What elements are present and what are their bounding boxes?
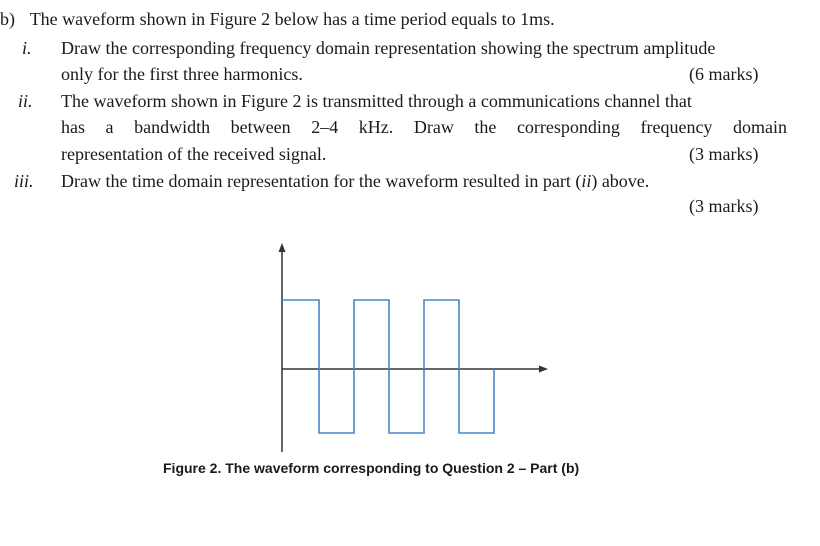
item-ii-line3: representation of the received signal.	[61, 144, 327, 164]
item-iii-numeral: iii.	[14, 171, 34, 191]
y-axis-arrow-icon	[279, 243, 286, 252]
item-i-line2: only for the first three harmonics.	[61, 64, 303, 84]
figure-caption: Figure 2. The waveform corresponding to Question 2 – Part (b)	[163, 460, 580, 476]
x-axis-arrow-icon	[539, 366, 548, 373]
item-iii-marks: (3 marks)	[689, 196, 759, 216]
item-ii-numeral: ii.	[18, 91, 33, 111]
question-intro: The waveform shown in Figure 2 below has a time period equals to 1ms.	[29, 9, 555, 29]
item-ii-line2: has a bandwidth between 2–4 kHz. Draw the corresponding frequency domain	[61, 117, 787, 137]
square-wave-trace	[282, 300, 494, 433]
item-i-line1: Draw the corresponding frequency domain representation showing the spectrum amplitude	[61, 38, 716, 58]
item-ii-marks: (3 marks)	[689, 144, 759, 164]
item-iii-part-ref: ii	[581, 171, 592, 191]
item-ii-line1: The waveform shown in Figure 2 is transmitted through a communications channel that	[61, 91, 692, 111]
item-i-numeral: i.	[22, 38, 32, 58]
item-iii-text-a: Draw the time domain representation for the waveform resulted in part (	[61, 171, 582, 191]
item-i-marks: (6 marks)	[689, 64, 759, 84]
question-label: b)	[0, 9, 15, 29]
item-iii-text-b: ) above.	[591, 171, 650, 191]
